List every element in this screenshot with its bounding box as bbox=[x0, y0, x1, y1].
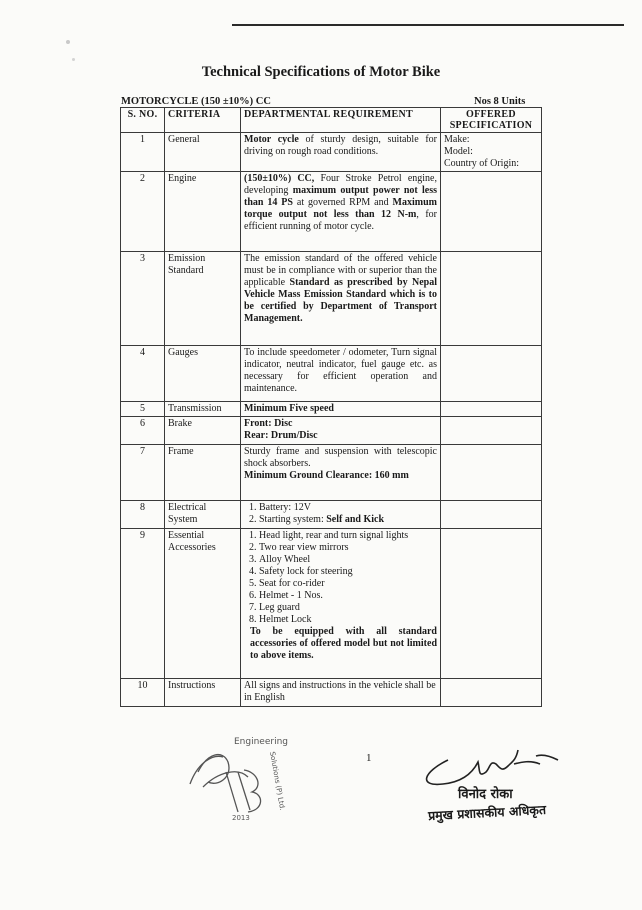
row-criteria bbox=[165, 252, 241, 346]
row-sno: 6 bbox=[121, 417, 165, 445]
offered-make: Make: bbox=[444, 134, 470, 145]
list-item: 1. Battery: 12V bbox=[259, 502, 437, 514]
row-requirement bbox=[241, 172, 441, 252]
table-row bbox=[121, 417, 542, 445]
row-offered bbox=[441, 402, 542, 417]
row-sno: 5 bbox=[121, 402, 165, 417]
row-offered bbox=[441, 501, 542, 529]
table-row bbox=[121, 679, 542, 707]
req-bold: Self and Kick bbox=[326, 514, 385, 525]
scan-speck bbox=[66, 40, 70, 44]
row-offered bbox=[441, 252, 542, 346]
req-text: , for efficient running of motor cycle. bbox=[244, 209, 437, 232]
stamp-top-text: Engineering bbox=[234, 737, 288, 747]
list-item: 4. Safety lock for steering bbox=[259, 566, 437, 578]
specification-table bbox=[120, 107, 542, 707]
table-row bbox=[121, 529, 542, 679]
row-requirement: Minimum Five speed bbox=[241, 402, 441, 417]
row-sno: 4 bbox=[121, 346, 165, 402]
header-criteria: CRITERIA bbox=[165, 108, 241, 133]
row-requirement: To include speedometer / odometer, Turn signal indicator, neutral indicator, fuel gauge etc. as necessary for efficient operation and maintenance. bbox=[241, 346, 441, 402]
accessories-note: To be equipped with all standard accessories of offered model but not limited to above items. bbox=[250, 626, 437, 661]
row-criteria: Instructions bbox=[165, 679, 241, 707]
row-sno: 1 bbox=[121, 133, 165, 172]
top-scan-line bbox=[232, 24, 624, 26]
stamp-scribble bbox=[190, 756, 223, 784]
table-row bbox=[121, 445, 542, 501]
company-stamp bbox=[178, 732, 288, 822]
table-header-row bbox=[121, 108, 542, 133]
brake-front: Front: Disc bbox=[244, 418, 293, 429]
table-row bbox=[121, 172, 542, 252]
table-row bbox=[121, 133, 542, 172]
req-bold: Motor cycle bbox=[244, 134, 299, 145]
page-number: 1 bbox=[366, 752, 372, 764]
req-text: Sturdy frame and suspension with telescopic shock absorbers. bbox=[244, 446, 437, 469]
row-requirement bbox=[241, 445, 441, 501]
criteria-line: System bbox=[168, 514, 198, 525]
row-criteria: General bbox=[165, 133, 241, 172]
row-offered bbox=[441, 529, 542, 679]
req-text: of sturdy design, suitable for driving on rough road conditions. bbox=[244, 134, 438, 157]
req-bold: maximum output power not less than 14 PS bbox=[244, 185, 438, 208]
row-sno: 9 bbox=[121, 529, 165, 679]
row-sno: 10 bbox=[121, 679, 165, 707]
row-requirement bbox=[241, 133, 441, 172]
row-criteria: Brake bbox=[165, 417, 241, 445]
req-bold: Minimum Ground Clearance: 160 mm bbox=[244, 470, 409, 481]
row-offered bbox=[441, 679, 542, 707]
row-offered bbox=[441, 445, 542, 501]
row-criteria: Gauges bbox=[165, 346, 241, 402]
stamp-scribble bbox=[203, 772, 248, 787]
row-requirement bbox=[241, 252, 441, 346]
brake-rear: Rear: Drum/Disc bbox=[244, 430, 318, 441]
signatory-designation: प्रमुख प्रशासकीय अधिकृत bbox=[427, 801, 547, 824]
header-requirement: DEPARTMENTAL REQUIREMENT bbox=[241, 108, 441, 133]
motorcycle-subheading: MOTORCYCLE (150 ±10%) CC bbox=[121, 96, 271, 107]
req-bold: (150±10%) CC, bbox=[244, 173, 315, 184]
table-row bbox=[121, 252, 542, 346]
req-text: Starting system: bbox=[259, 514, 327, 525]
req-bold: Maximum torque output not less than 12 N-m bbox=[244, 197, 437, 220]
signatory-name: विनोद रोका bbox=[458, 787, 513, 802]
header-sno: S. NO. bbox=[121, 108, 165, 133]
row-requirement: All signs and instructions in the vehicle shall be in English bbox=[241, 679, 441, 707]
list-item: 2. Two rear view mirrors bbox=[259, 542, 437, 554]
table-row bbox=[121, 346, 542, 402]
row-sno: 3 bbox=[121, 252, 165, 346]
row-offered bbox=[441, 172, 542, 252]
row-criteria: Transmission bbox=[165, 402, 241, 417]
row-sno: 7 bbox=[121, 445, 165, 501]
req-text: at governed RPM and bbox=[292, 197, 393, 208]
list-item: 5. Seat for co-rider bbox=[259, 578, 437, 590]
signature-path bbox=[427, 750, 558, 784]
criteria-line: Electrical bbox=[168, 502, 207, 513]
req-text: The emission standard of the offered vehicle must be in compliance with or superior than the applicable bbox=[244, 253, 437, 288]
list-item: 7. Leg guard bbox=[259, 602, 437, 614]
units-count: Nos 8 Units bbox=[474, 96, 526, 107]
row-offered bbox=[441, 346, 542, 402]
list-item: 1. Head light, rear and turn signal lights bbox=[259, 530, 437, 542]
document-title: Technical Specifications of Motor Bike bbox=[201, 64, 441, 80]
list-item bbox=[259, 514, 437, 526]
stamp-side-text: Solutions (P) Ltd. bbox=[268, 750, 287, 812]
criteria-line: Accessories bbox=[168, 542, 216, 553]
row-criteria bbox=[165, 501, 241, 529]
list-item: 3. Alloy Wheel bbox=[259, 554, 437, 566]
criteria-line: Emission bbox=[168, 253, 206, 264]
row-criteria bbox=[165, 529, 241, 679]
offered-model: Model: bbox=[444, 146, 473, 157]
req-bold: Standard as prescribed by Nepal Vehicle Mass Emission Standard which is to be certified by Department of Transport Management. bbox=[244, 277, 437, 324]
row-requirement bbox=[241, 417, 441, 445]
list-item: 6. Helmet - 1 Nos. bbox=[259, 590, 437, 602]
list-item: 8. Helmet Lock bbox=[259, 614, 437, 626]
req-text: Four Stroke Petrol engine, developing bbox=[244, 173, 437, 196]
stamp-letters bbox=[226, 770, 261, 812]
row-offered bbox=[441, 417, 542, 445]
criteria-line: Essential bbox=[168, 530, 205, 541]
criteria-line: Standard bbox=[168, 265, 204, 276]
row-sno: 8 bbox=[121, 501, 165, 529]
row-criteria: Engine bbox=[165, 172, 241, 252]
row-requirement bbox=[241, 501, 441, 529]
row-requirement bbox=[241, 529, 441, 679]
table-row bbox=[121, 501, 542, 529]
offered-country: Country of Origin: bbox=[444, 158, 519, 169]
row-offered bbox=[441, 133, 542, 172]
table-row bbox=[121, 402, 542, 417]
stamp-year: 2013 bbox=[232, 814, 250, 822]
row-sno: 2 bbox=[121, 172, 165, 252]
header-offered: OFFERED SPECIFICATION bbox=[441, 108, 542, 133]
row-criteria: Frame bbox=[165, 445, 241, 501]
scan-speck bbox=[72, 58, 75, 61]
